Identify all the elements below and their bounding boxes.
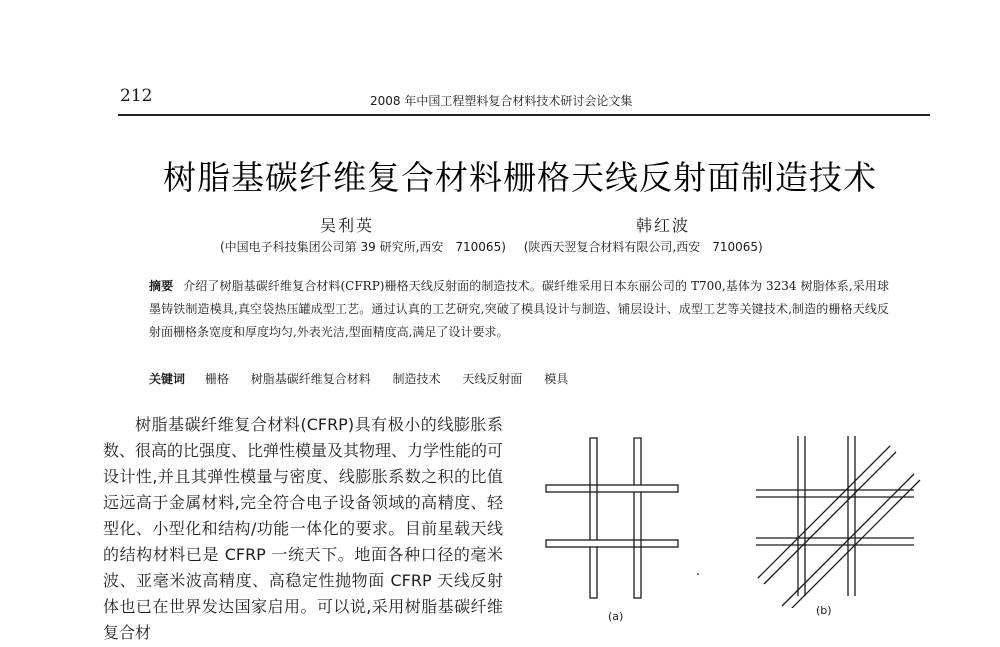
affiliation-1: (中国电子科技集团公司第 39 研究所,西安 710065) (220, 240, 506, 254)
figure-caption-b: (b) (816, 604, 832, 617)
grid-figure (530, 428, 930, 608)
body-paragraph: 树脂基碳纤维复合材料(CFRP)具有极小的线膨胀系数、很高的比强度、比弹性模量及其物理、力学性能的可设计性,并且其弹性模量与密度、线膨胀系数之积的比值远远高于金属材料,完全符合电子设备领域的高精度、轻型化、小型化和结构/功能一体化的要求。目前星载天线的结构材料已是 CFRP 一统天下。地面各种口径的毫米波、亚毫米波高精度、高稳定性抛物面 CFRP 天线反射体也已在世界发达国家启用。可以说,采用树脂基碳纤维复合材 (103, 415, 504, 642)
keyword-3: 制造技术 (392, 372, 441, 386)
abstract-label: 摘要 (149, 279, 174, 293)
grid-diagram-b (756, 436, 920, 608)
running-header: 2008 年中国工程塑料复合材料技术研讨会论文集 (370, 94, 633, 108)
grid-a-bar-v2 (634, 438, 641, 598)
keyword-1: 栅格 (204, 372, 229, 386)
author-2: 韩红波 (636, 216, 691, 235)
keyword-2: 树脂基碳纤维复合材料 (250, 372, 371, 386)
affiliations (220, 238, 777, 255)
figure-caption-a: (a) (608, 610, 624, 623)
keyword-5: 模具 (544, 372, 569, 386)
header-rule (118, 114, 930, 116)
author-1: 吴利英 (320, 216, 375, 235)
keywords-label: 关键词 (149, 372, 186, 386)
grid-diagram-a (546, 438, 678, 598)
grid-a-bar-h2 (546, 540, 678, 547)
abstract (149, 275, 889, 344)
grid-a-bar-v1 (590, 438, 597, 598)
paper-title: 树脂基碳纤维复合材料栅格天线反射面制造技术 (163, 158, 877, 197)
keyword-4: 天线反射面 (462, 372, 523, 386)
keywords (149, 370, 586, 387)
affiliation-2: (陕西天翌复合材料有限公司,西安 710065) (523, 240, 763, 254)
page-number: 212 (120, 86, 153, 106)
scan-speck (697, 573, 699, 575)
grid-a-bar-h1 (546, 485, 678, 492)
abstract-text: 介绍了树脂基碳纤维复合材料(CFRP)栅格天线反射面的制造技术。碳纤维采用日本东丽公司的 T700,基体为 3234 树脂体系,采用球墨铸铁制造模具,真空袋热压罐成型工艺。通过认真的工艺研究,突破了模具设计与制造、铺层设计、成型工艺等关键技术,制造的栅格天线反射面栅格条宽度和厚度均匀,外表光洁,型面精度高,满足了设计要求。 (149, 279, 889, 339)
